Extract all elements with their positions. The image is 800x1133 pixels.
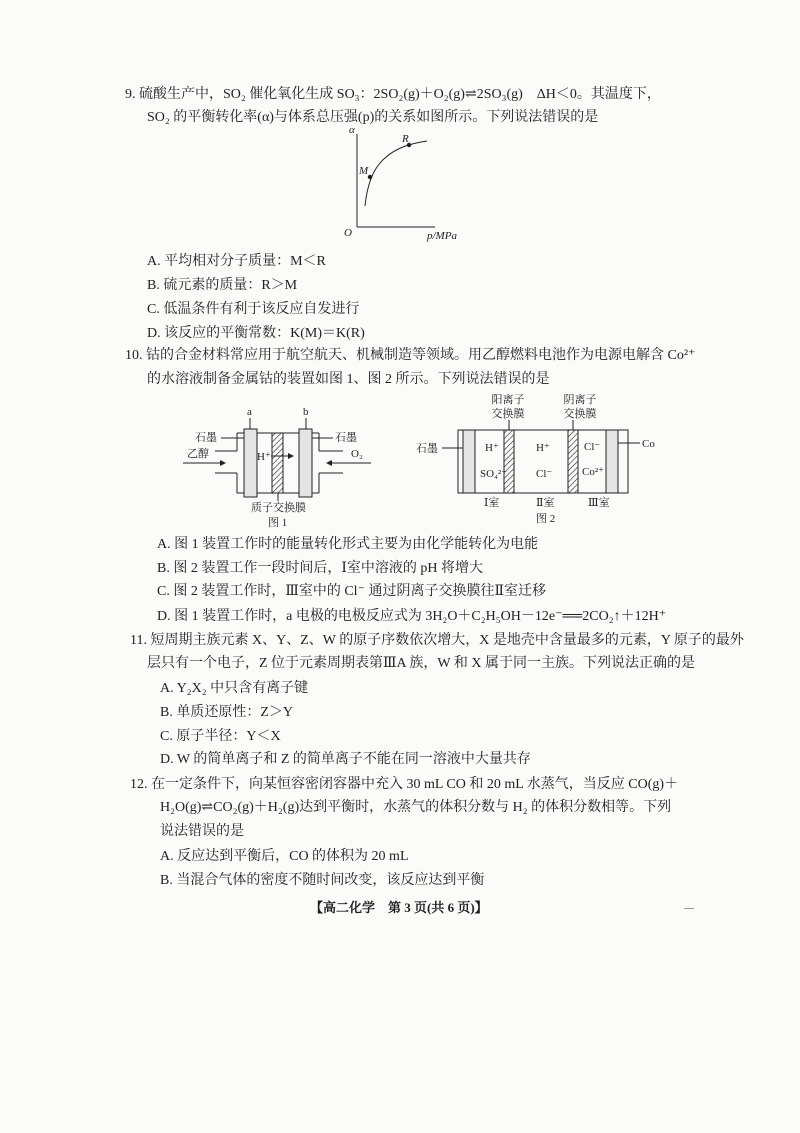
q12-stem-line2: H₂O(g)⇌CO₂(g)＋H₂(g)达到平衡时，水蒸气的体积分数与 H₂ 的体积分数相等。下列 <box>160 800 672 815</box>
q10-option-b: B. 图 2 装置工作一段时间后，Ⅰ室中溶液的 pH 将增大 <box>157 561 483 576</box>
point-r-label: R <box>402 133 409 145</box>
left-graphite-electrode <box>244 429 257 497</box>
q11-stem-line2: 层只有一个电子，Z 位于元素周期表第ⅢA 族，W 和 X 属于同一主族。下列说法正确的是 <box>147 656 695 671</box>
figure-1-caption: 图 1 <box>268 517 288 529</box>
q12-option-a: A. 反应达到平衡后，CO 的体积为 20 mL <box>160 849 409 864</box>
q9-stem-line2: SO₂ 的平衡转化率(α)与体系总压强(p)的关系如图所示。下列说法错误的是 <box>147 110 599 125</box>
q11-stem-line1: 11. 短周期主族元素 X、Y、Z、W 的原子序数依次增大，X 是地壳中含量最多的元素，Y 原子的最外 <box>130 633 744 648</box>
graphite-label: 石墨 <box>416 443 438 455</box>
q10-stem-line2: 的水溶液制备金属钴的装置如图 1、图 2 所示。下列说法错误的是 <box>147 372 550 387</box>
q9-alpha-pressure-graph <box>335 122 475 247</box>
cobalt-electrode <box>606 430 618 493</box>
membrane-label: 质子交换膜 <box>251 502 306 514</box>
q12-stem-line1: 12. 在一定条件下，向某恒容密闭容器中充入 30 mL CO 和 20 mL 水蒸气，当反应 CO(g)＋ <box>130 777 679 792</box>
y-axis-label: α <box>349 124 355 136</box>
page-footer: 【高二化学 第 3 页(共 6 页)】 <box>310 900 488 915</box>
q11-option-a: A. Y₂X₂ 中只含有离子键 <box>160 681 309 696</box>
point-m-label: M <box>359 165 369 177</box>
room1-ion-2: SO₄²⁻ <box>480 468 508 480</box>
anion-exchange-membrane <box>568 430 578 493</box>
q12-option-b: B. 当混合气体的密度不随时间改变，该反应达到平衡 <box>160 873 485 888</box>
electrode-a-label: a <box>247 406 252 418</box>
left-graphite-label: 石墨 <box>195 432 217 444</box>
q11-option-d: D. W 的简单离子和 Z 的简单离子不能在同一溶液中大量共存 <box>160 752 531 767</box>
ethanol-label: 乙醇 <box>187 448 209 460</box>
figure-2-caption: 图 2 <box>536 513 556 525</box>
figure-1-fuel-cell <box>175 403 380 531</box>
x-axis-label: p/MPa <box>427 230 457 242</box>
cation-membrane-label-1: 阳离子 <box>491 394 525 406</box>
cobalt-label: Co <box>642 438 655 450</box>
origin-label: O <box>344 227 352 239</box>
room1-label: Ⅰ室 <box>484 497 500 509</box>
anion-membrane-label-1: 阴离子 <box>563 394 597 406</box>
scan-mark <box>684 908 694 909</box>
anion-membrane-label-2: 交换膜 <box>563 408 597 420</box>
room3-ion-2: Co²⁺ <box>582 466 604 478</box>
figure-2-electrolysis-cell <box>408 393 668 525</box>
room2-label: Ⅱ室 <box>536 497 555 509</box>
q10-option-d: D. 图 1 装置工作时，a 电极的电极反应式为 3H₂O＋C₂H₅OH－12e⁻══2CO₂↑＋12H⁺ <box>157 609 667 624</box>
proton-exchange-membrane <box>272 433 283 493</box>
q12-stem-line3: 说法错误的是 <box>160 824 244 839</box>
q11-option-c: C. 原子半径：Y＜X <box>160 729 281 744</box>
q11-option-b: B. 单质还原性：Z＞Y <box>160 705 293 720</box>
q9-option-c: C. 低温条件有利于该反应自发进行 <box>147 302 360 317</box>
oxygen-label: O₂ <box>351 448 363 460</box>
cation-membrane-label-2: 交换膜 <box>491 408 525 420</box>
room2-ion-1: H⁺ <box>536 442 550 454</box>
q10-option-a: A. 图 1 装置工作时的能量转化形式主要为由化学能转化为电能 <box>157 537 539 552</box>
cation-exchange-membrane <box>504 430 514 493</box>
h-plus-label: H⁺ <box>257 451 271 463</box>
graphite-electrode <box>463 430 475 493</box>
q9-stem-line1: 9. 硫酸生产中，SO₂ 催化氧化生成 SO₃：2SO₂(g)＋O₂(g)⇌2SO₃(g) ΔH＜0。其温度下， <box>125 87 661 102</box>
room3-label: Ⅲ室 <box>588 497 610 509</box>
point-m <box>368 175 372 179</box>
equilibrium-curve <box>365 141 427 206</box>
room2-ion-2: Cl⁻ <box>536 468 553 480</box>
room3-ion-1: Cl⁻ <box>584 441 601 453</box>
right-graphite-electrode <box>299 429 312 497</box>
cell-body <box>458 430 628 493</box>
q10-option-c: C. 图 2 装置工作时，Ⅲ室中的 Cl⁻ 通过阴离子交换膜往Ⅱ室迁移 <box>157 584 546 599</box>
q9-option-b: B. 硫元素的质量：R＞M <box>147 278 298 293</box>
q9-option-a: A. 平均相对分子质量：M＜R <box>147 254 326 269</box>
right-graphite-label: 石墨 <box>335 432 357 444</box>
room1-ion-1: H⁺ <box>485 442 499 454</box>
electrode-b-label: b <box>303 406 309 418</box>
q10-stem-line1: 10. 钴的合金材料常应用于航空航天、机械制造等领域。用乙醇燃料电池作为电源电解含 Co²⁺ <box>125 348 696 363</box>
q9-option-d: D. 该反应的平衡常数：K(M)＝K(R) <box>147 326 365 341</box>
